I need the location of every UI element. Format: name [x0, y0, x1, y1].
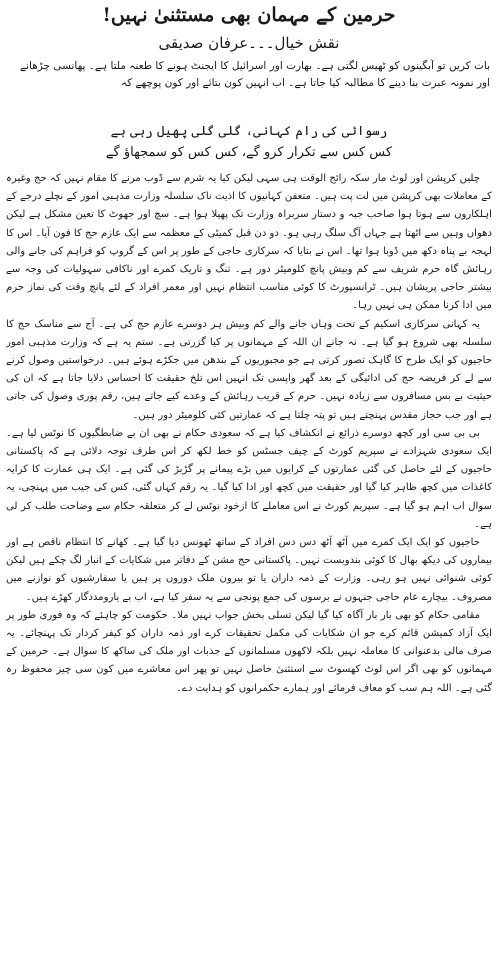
poetry-verse-1: رسوائی کی رام کہانی، گلی گلی پھیل رہی ہے — [110, 124, 388, 139]
article-intro: بات کریں تو آبگینوں کو ٹھیس لگتی ہے۔ بھارت اور اسرائیل کا ایجنٹ ہونے کا طعنہ ملتا ہے۔ پھانسی چڑھانے اور نمونہ عبرت بنا دینے کا مطالبہ کیا جاتا ہے۔ اب انہیں کون بتائے اور کون پوچھے کہ — [19, 60, 490, 89]
body-paragraph: یہ کہانی سرکاری اسکیم کے تحت وہاں جانے والے کم وبیش ہر دوسرے عازم حج کی ہے۔ آج سے مناسک حج کا سلسلہ بھی شروع ہو گیا ہے۔ نہ جانے ان اللہ کے مہمانوں پر کیا گزرتی ہے۔ ستم یہ ہے کہ وزارت مذہبی امور حاجیوں کو ایک طرح کا گاہک تصور کرتی ہے جو مجبوریوں کے بندھن میں جکڑے ہوئے ہیں۔ درخواستیں وصول کرنے سے لے کر فریضہ حج کی ادائیگی کے بعد گھر واپسی تک انہیں اس تلخ حقیقت کا احساس دلایا جاتا ہے کہ ان کی حیثیت بے بس مسافروں سے زیادہ نہیں۔ حرم کے قریب رہائش کے وعدے کیے جاتے ہیں، رقم پوری وصول کی جاتی ہے اور جب حجاز مقدس پہنچتے ہیں تو پتہ چلتا ہے کہ عمارتیں کئی کلومیٹر دور ہیں۔ — [6, 318, 492, 421]
poetry-verse-2: کس کس سے تکرار کرو گے، کس کس کو سمجھاؤ گے — [105, 145, 393, 160]
article-headline: حرمین کے مہمان بھی مستثنیٰ نہیں! — [102, 4, 396, 26]
article-byline: نقش خیال۔۔۔عرفان صدیقی — [158, 34, 340, 52]
body-paragraph: مقامی حکام کو بھی بار بار آگاہ کیا گیا لیکن تسلی بخش جواب نہیں ملا۔ حکومت کو چاہئے کہ وہ فوری طور پر ایک آزاد کمیشن قائم کرے جو ان شکایات کی مکمل تحقیقات کرے اور ذمہ داران کو کیفر کردار تک پہنچائے۔ یہ صرف مالی بدعنوانی کا معاملہ نہیں بلکہ لاکھوں مسلمانوں کے جذبات اور ملک کی ساکھ کا سوال ہے۔ حرمین کے مہمانوں کو بھی اگر اس لوٹ کھسوٹ سے استثنیٰ حاصل نہیں تو پھر اس معاشرے میں کون سی چیز محفوظ رہ گئی ہے۔ اللہ ہم سب کو معاف فرمائے اور ہمارے حکمرانوں کو ہدایت دے۔ — [6, 609, 492, 694]
body-paragraph: بی بی سی اور کچھ دوسرے ذرائع نے انکشاف کیا ہے کہ سعودی حکام نے بھی ان بے ضابطگیوں کا نوٹس لیا ہے۔ ایک سعودی شہزادے نے سپریم کورٹ کے چیف جسٹس کو خط لکھ کر اس طرف توجہ دلائی ہے کہ پاکستانی حاجیوں کے لئے حاصل کی گئی عمارتوں کے کرایوں میں بڑے پیمانے پر گڑبڑ کی گئی ہے۔ ایک ہی عمارت کا کرایہ کاغذات میں کچھ ظاہر کیا گیا اور حقیقت میں کچھ اور ادا کیا گیا۔ یہ رقم کہاں گئی، کس کی جیب میں پہنچی، یہ سوال اب اہم ہو گیا ہے۔ سپریم کورٹ نے اس معاملے کا ازخود نوٹس لے کر متعلقہ حکام سے وضاحت طلب کر لی ہے۔ — [6, 427, 492, 530]
body-paragraph: چلیں کرپشن اور لوٹ مار سکہ رائج الوقت ہی سہی لیکن کیا یہ شرم سے ڈوب مرنے کا مقام نہیں کہ حج وغیرہ کے معاملات بھی کرپشن میں لت پت ہیں۔ متعفن کہانیوں کا اذیت ناک سلسلہ وزارت مذہبی امور کے نچلے درجے کے اہلکاروں سے ہوتا ہوا صاحب جبہ و دستار سربراہ وزارت تک پھیلا ہوا ہے۔ سچ اور جھوٹ کا تعین مشکل ہے لیکن دھواں وہیں سے اٹھتا ہے جہاں آگ سلگ رہی ہو۔ دو دن قبل کمیٹی کے معظمہ سے ایک عازم حج کا فون آیا۔ اس کا لہجہ بے پناہ دکھ میں ڈوبا ہوا تھا۔ اس نے بتایا کہ سرکاری حاجی کے طور پر اس کے گروپ کو فراہم کی جانے والی رہائش گاہ حرم شریف سے کم وبیش پانچ کلومیٹر دور ہے۔ تنگ و تاریک کمرے اور ناکافی سہولیات کی وجہ سے بیشتر حاجی پریشان ہیں۔ ٹرانسپورٹ کا کوئی مناسب انتظام نہیں اور معمر افراد کے لئے پانچ وقت کی نماز حرم میں ادا کرنا ممکن ہی نہیں رہا۔ — [6, 173, 492, 312]
body-paragraph: حاجیوں کو ایک ایک کمرے میں آٹھ آٹھ دس دس افراد کے ساتھ ٹھونس دیا گیا ہے۔ کھانے کا انتظام ناقص ہے اور بیماروں کی دیکھ بھال کا کوئی بندوبست نہیں۔ پاکستانی حج مشن کے دفاتر میں شکایات کے انبار لگ چکے ہیں لیکن کوئی شنوائی نہیں ہو رہی۔ وزارت کے ذمہ داران یا تو بیرون ملک دوروں پر ہیں یا سفارشیوں کو نوازنے میں مصروف۔ بیچارے عام حاجی جنہوں نے برسوں کی جمع پونجی سے یہ سفر کیا ہے، اب بے یارومددگار کھڑے ہیں۔ — [6, 537, 492, 603]
article-body — [6, 170, 492, 970]
